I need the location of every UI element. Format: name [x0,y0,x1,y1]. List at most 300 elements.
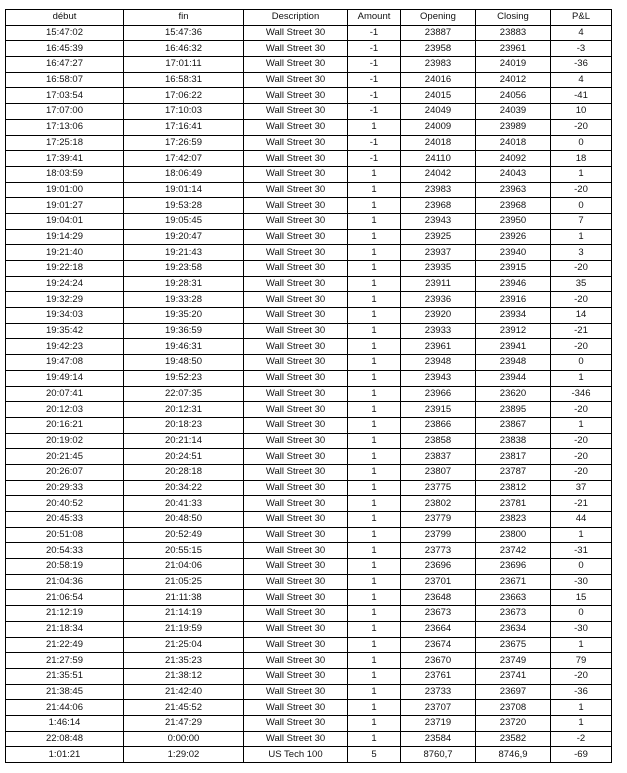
cell-fin: 21:47:29 [124,715,244,731]
table-row [6,355,612,371]
cell-closing: 24039 [476,104,551,120]
table-row [6,182,612,198]
cell-opening: 23948 [401,355,476,371]
cell-description: Wall Street 30 [244,308,348,324]
cell-closing: 23696 [476,559,551,575]
cell-pnl: -20 [551,433,612,449]
cell-debut: 21:38:45 [6,684,124,700]
cell-closing: 23912 [476,323,551,339]
cell-pnl: -20 [551,339,612,355]
cell-closing: 23812 [476,480,551,496]
cell-description: Wall Street 30 [244,57,348,73]
cell-amount: 1 [348,668,401,684]
cell-fin: 21:19:59 [124,621,244,637]
table-row [6,402,612,418]
cell-description: Wall Street 30 [244,496,348,512]
cell-amount: 1 [348,449,401,465]
cell-debut: 20:51:08 [6,527,124,543]
cell-fin: 19:20:47 [124,229,244,245]
cell-description: Wall Street 30 [244,72,348,88]
cell-pnl: 1 [551,637,612,653]
cell-closing: 23749 [476,653,551,669]
cell-pnl: 14 [551,308,612,324]
cell-fin: 21:05:25 [124,574,244,590]
cell-opening: 24018 [401,135,476,151]
cell-opening: 23935 [401,261,476,277]
cell-pnl: -30 [551,574,612,590]
cell-pnl: 1 [551,700,612,716]
cell-closing: 23961 [476,41,551,57]
header-description: Description [244,10,348,26]
cell-debut: 19:34:03 [6,308,124,324]
cell-pnl: -21 [551,496,612,512]
table-header [6,10,612,26]
cell-pnl: -3 [551,41,612,57]
table-row [6,747,612,763]
cell-pnl: 1 [551,527,612,543]
cell-amount: 1 [348,527,401,543]
cell-fin: 19:48:50 [124,355,244,371]
cell-amount: 1 [348,590,401,606]
cell-opening: 23866 [401,417,476,433]
table-row [6,496,612,512]
cell-opening: 24049 [401,104,476,120]
cell-description: Wall Street 30 [244,512,348,528]
cell-debut: 20:21:45 [6,449,124,465]
cell-closing: 23708 [476,700,551,716]
cell-debut: 20:58:19 [6,559,124,575]
cell-pnl: -20 [551,261,612,277]
cell-closing: 24019 [476,57,551,73]
cell-debut: 20:12:03 [6,402,124,418]
cell-debut: 19:42:23 [6,339,124,355]
cell-closing: 23883 [476,25,551,41]
cell-debut: 19:01:00 [6,182,124,198]
cell-closing: 23697 [476,684,551,700]
cell-fin: 19:33:28 [124,292,244,308]
table-row [6,245,612,261]
cell-opening: 23943 [401,370,476,386]
cell-fin: 17:10:03 [124,104,244,120]
table-row [6,213,612,229]
cell-amount: -1 [348,41,401,57]
cell-description: Wall Street 30 [244,119,348,135]
table-row [6,41,612,57]
cell-amount: 1 [348,433,401,449]
cell-opening: 23648 [401,590,476,606]
table-row [6,386,612,402]
table-row [6,57,612,73]
cell-opening: 23674 [401,637,476,653]
cell-amount: 1 [348,480,401,496]
cell-debut: 20:26:07 [6,464,124,480]
cell-description: Wall Street 30 [244,402,348,418]
cell-opening: 23664 [401,621,476,637]
table-row [6,339,612,355]
cell-amount: 1 [348,637,401,653]
table-body [6,25,612,762]
cell-debut: 1:46:14 [6,715,124,731]
cell-fin: 21:14:19 [124,606,244,622]
cell-pnl: 0 [551,606,612,622]
cell-amount: -1 [348,88,401,104]
cell-description: Wall Street 30 [244,135,348,151]
cell-opening: 23915 [401,402,476,418]
cell-amount: 1 [348,559,401,575]
table-row [6,559,612,575]
cell-pnl: -20 [551,668,612,684]
cell-pnl: 7 [551,213,612,229]
trades-table [5,9,612,763]
cell-pnl: 10 [551,104,612,120]
cell-fin: 19:52:23 [124,370,244,386]
cell-closing: 23968 [476,198,551,214]
cell-pnl: -31 [551,543,612,559]
cell-debut: 20:16:21 [6,417,124,433]
cell-debut: 17:07:00 [6,104,124,120]
cell-debut: 21:12:19 [6,606,124,622]
cell-description: Wall Street 30 [244,104,348,120]
cell-amount: 1 [348,715,401,731]
table-row [6,700,612,716]
cell-pnl: -20 [551,119,612,135]
cell-fin: 17:42:07 [124,151,244,167]
cell-debut: 19:35:42 [6,323,124,339]
table-row [6,151,612,167]
table-row [6,653,612,669]
cell-amount: 1 [348,621,401,637]
cell-opening: 23937 [401,245,476,261]
cell-amount: 1 [348,276,401,292]
cell-opening: 23673 [401,606,476,622]
cell-closing: 23720 [476,715,551,731]
cell-debut: 19:01:27 [6,198,124,214]
cell-amount: 1 [348,245,401,261]
cell-opening: 23933 [401,323,476,339]
cell-opening: 23584 [401,731,476,747]
cell-description: Wall Street 30 [244,261,348,277]
cell-closing: 23950 [476,213,551,229]
table-row [6,606,612,622]
cell-description: Wall Street 30 [244,543,348,559]
cell-fin: 21:35:23 [124,653,244,669]
cell-amount: 1 [348,386,401,402]
cell-opening: 23887 [401,25,476,41]
cell-closing: 23741 [476,668,551,684]
cell-fin: 21:11:38 [124,590,244,606]
cell-description: Wall Street 30 [244,166,348,182]
cell-closing: 23781 [476,496,551,512]
table-row [6,276,612,292]
cell-fin: 21:38:12 [124,668,244,684]
cell-pnl: 0 [551,198,612,214]
cell-description: Wall Street 30 [244,684,348,700]
cell-opening: 23802 [401,496,476,512]
table-row [6,668,612,684]
cell-debut: 18:03:59 [6,166,124,182]
cell-opening: 23936 [401,292,476,308]
cell-amount: 1 [348,229,401,245]
cell-closing: 23823 [476,512,551,528]
cell-debut: 17:03:54 [6,88,124,104]
cell-fin: 17:16:41 [124,119,244,135]
cell-description: Wall Street 30 [244,715,348,731]
cell-amount: 1 [348,574,401,590]
cell-fin: 1:29:02 [124,747,244,763]
cell-fin: 20:48:50 [124,512,244,528]
cell-debut: 20:19:02 [6,433,124,449]
cell-description: Wall Street 30 [244,276,348,292]
cell-description: Wall Street 30 [244,621,348,637]
table-row [6,715,612,731]
cell-debut: 19:47:08 [6,355,124,371]
cell-opening: 23983 [401,57,476,73]
cell-description: Wall Street 30 [244,731,348,747]
cell-debut: 15:47:02 [6,25,124,41]
cell-fin: 20:21:14 [124,433,244,449]
cell-amount: 1 [348,166,401,182]
cell-pnl: 44 [551,512,612,528]
cell-description: Wall Street 30 [244,653,348,669]
cell-fin: 18:06:49 [124,166,244,182]
cell-opening: 24009 [401,119,476,135]
cell-fin: 16:58:31 [124,72,244,88]
cell-debut: 21:44:06 [6,700,124,716]
table-row [6,684,612,700]
cell-debut: 16:47:27 [6,57,124,73]
cell-pnl: 37 [551,480,612,496]
cell-description: Wall Street 30 [244,590,348,606]
cell-closing: 23867 [476,417,551,433]
table-row [6,323,612,339]
table-row [6,512,612,528]
cell-pnl: -20 [551,402,612,418]
cell-opening: 8760,7 [401,747,476,763]
cell-amount: 1 [348,543,401,559]
cell-debut: 20:07:41 [6,386,124,402]
cell-amount: 1 [348,464,401,480]
cell-closing: 24043 [476,166,551,182]
cell-pnl: -20 [551,464,612,480]
cell-amount: 1 [348,496,401,512]
cell-closing: 23915 [476,261,551,277]
cell-opening: 23719 [401,715,476,731]
cell-pnl: -36 [551,684,612,700]
cell-fin: 20:12:31 [124,402,244,418]
cell-description: Wall Street 30 [244,449,348,465]
cell-pnl: 79 [551,653,612,669]
cell-debut: 20:40:52 [6,496,124,512]
cell-pnl: -20 [551,292,612,308]
cell-opening: 24042 [401,166,476,182]
cell-pnl: 35 [551,276,612,292]
table-row [6,308,612,324]
cell-amount: 1 [348,119,401,135]
cell-debut: 20:54:33 [6,543,124,559]
table-row [6,464,612,480]
cell-description: Wall Street 30 [244,88,348,104]
table-row [6,527,612,543]
cell-debut: 21:22:49 [6,637,124,653]
cell-opening: 23943 [401,213,476,229]
cell-amount: 1 [348,292,401,308]
cell-opening: 23670 [401,653,476,669]
cell-opening: 23961 [401,339,476,355]
cell-debut: 21:04:36 [6,574,124,590]
cell-opening: 23701 [401,574,476,590]
cell-debut: 17:13:06 [6,119,124,135]
cell-pnl: 3 [551,245,612,261]
cell-description: Wall Street 30 [244,417,348,433]
cell-description: Wall Street 30 [244,41,348,57]
cell-closing: 23934 [476,308,551,324]
cell-opening: 23733 [401,684,476,700]
cell-fin: 20:55:15 [124,543,244,559]
cell-opening: 23858 [401,433,476,449]
cell-pnl: -346 [551,386,612,402]
cell-description: Wall Street 30 [244,559,348,575]
cell-opening: 23958 [401,41,476,57]
cell-closing: 23926 [476,229,551,245]
table-row [6,119,612,135]
cell-pnl: 15 [551,590,612,606]
cell-amount: 1 [348,182,401,198]
cell-closing: 23941 [476,339,551,355]
cell-amount: 1 [348,700,401,716]
cell-amount: -1 [348,151,401,167]
cell-fin: 19:01:14 [124,182,244,198]
table-row [6,480,612,496]
header-closing: Closing [476,10,551,26]
header-opening: Opening [401,10,476,26]
header-amount: Amount [348,10,401,26]
cell-debut: 19:24:24 [6,276,124,292]
cell-fin: 21:25:04 [124,637,244,653]
table-row [6,543,612,559]
cell-amount: 1 [348,512,401,528]
cell-amount: -1 [348,104,401,120]
cell-pnl: 0 [551,355,612,371]
cell-closing: 23989 [476,119,551,135]
cell-description: Wall Street 30 [244,606,348,622]
cell-debut: 19:14:29 [6,229,124,245]
cell-description: Wall Street 30 [244,25,348,41]
cell-description: Wall Street 30 [244,637,348,653]
cell-fin: 17:01:11 [124,57,244,73]
cell-opening: 23779 [401,512,476,528]
cell-amount: 1 [348,606,401,622]
cell-amount: -1 [348,57,401,73]
cell-description: Wall Street 30 [244,480,348,496]
cell-debut: 19:21:40 [6,245,124,261]
cell-description: Wall Street 30 [244,229,348,245]
cell-closing: 23946 [476,276,551,292]
cell-fin: 21:42:40 [124,684,244,700]
cell-closing: 23800 [476,527,551,543]
cell-closing: 23671 [476,574,551,590]
table-row [6,731,612,747]
table-row [6,104,612,120]
cell-amount: 1 [348,402,401,418]
table-row [6,166,612,182]
cell-amount: 5 [348,747,401,763]
cell-pnl: 1 [551,370,612,386]
cell-amount: -1 [348,25,401,41]
cell-fin: 21:45:52 [124,700,244,716]
table-row [6,574,612,590]
table-row [6,72,612,88]
cell-amount: 1 [348,308,401,324]
cell-amount: 1 [348,653,401,669]
cell-fin: 17:26:59 [124,135,244,151]
cell-pnl: 4 [551,25,612,41]
cell-fin: 20:52:49 [124,527,244,543]
cell-description: Wall Street 30 [244,245,348,261]
cell-opening: 23925 [401,229,476,245]
table-row [6,417,612,433]
table-row [6,261,612,277]
cell-debut: 21:27:59 [6,653,124,669]
cell-debut: 22:08:48 [6,731,124,747]
header-debut: début [6,10,124,26]
cell-pnl: 1 [551,715,612,731]
cell-pnl: -30 [551,621,612,637]
cell-opening: 23983 [401,182,476,198]
cell-opening: 23775 [401,480,476,496]
cell-debut: 16:58:07 [6,72,124,88]
cell-fin: 19:21:43 [124,245,244,261]
cell-description: Wall Street 30 [244,151,348,167]
cell-description: Wall Street 30 [244,370,348,386]
table-row [6,292,612,308]
header-pnl: P&L [551,10,612,26]
cell-fin: 19:35:20 [124,308,244,324]
cell-closing: 23620 [476,386,551,402]
cell-fin: 19:36:59 [124,323,244,339]
cell-closing: 23634 [476,621,551,637]
cell-description: Wall Street 30 [244,668,348,684]
cell-description: Wall Street 30 [244,464,348,480]
table-row [6,135,612,151]
cell-fin: 16:46:32 [124,41,244,57]
cell-closing: 23663 [476,590,551,606]
cell-pnl: 18 [551,151,612,167]
cell-fin: 15:47:36 [124,25,244,41]
cell-fin: 19:05:45 [124,213,244,229]
cell-fin: 20:24:51 [124,449,244,465]
cell-closing: 23742 [476,543,551,559]
cell-opening: 23920 [401,308,476,324]
cell-closing: 23673 [476,606,551,622]
cell-pnl: 0 [551,559,612,575]
cell-fin: 19:23:58 [124,261,244,277]
cell-fin: 17:06:22 [124,88,244,104]
cell-fin: 20:28:18 [124,464,244,480]
cell-opening: 24110 [401,151,476,167]
table-row [6,590,612,606]
cell-debut: 19:04:01 [6,213,124,229]
cell-description: Wall Street 30 [244,700,348,716]
cell-closing: 24092 [476,151,551,167]
table-row [6,433,612,449]
cell-description: Wall Street 30 [244,386,348,402]
cell-fin: 19:46:31 [124,339,244,355]
cell-fin: 20:41:33 [124,496,244,512]
cell-pnl: 1 [551,166,612,182]
cell-opening: 23966 [401,386,476,402]
cell-fin: 21:04:06 [124,559,244,575]
cell-fin: 20:18:23 [124,417,244,433]
